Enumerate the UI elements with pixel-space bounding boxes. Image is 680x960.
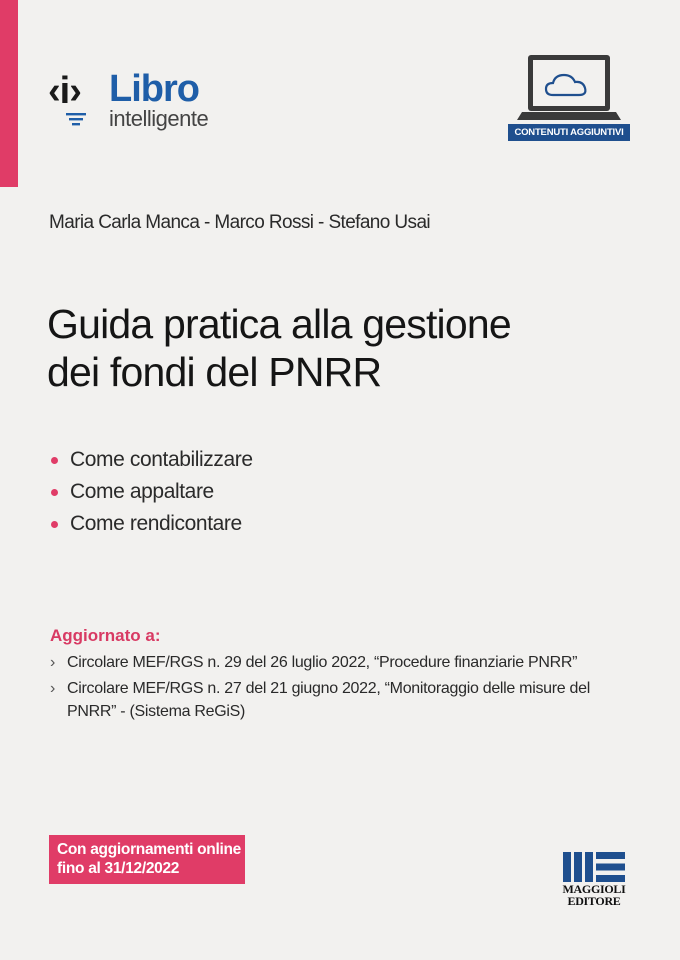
feature-item xyxy=(50,508,253,540)
logo-intelligente: intelligente xyxy=(109,106,209,131)
publisher-line-1: MAGGIOLI xyxy=(562,882,626,896)
feature-text: Come contabilizzare xyxy=(70,448,253,471)
title-line-2: dei fondi del PNRR xyxy=(47,349,382,395)
ilibro-logo xyxy=(48,66,248,136)
logo-bracket-i: i xyxy=(59,70,70,112)
logo-bracket-left: ‹ xyxy=(48,70,60,112)
update-text: Circolare MEF/RGS n. 27 del 21 giugno 2022, “Monitoraggio delle misure del PNRR” - (Sistema ReGiS) xyxy=(67,680,590,720)
bullet-dot-icon xyxy=(51,457,58,464)
update-text: Circolare MEF/RGS n. 29 del 26 luglio 2022, “Procedure finanziarie PNRR” xyxy=(67,654,578,671)
updated-label: Aggiornato a: xyxy=(50,626,161,645)
publisher-logo xyxy=(558,852,630,912)
extra-content-label: CONTENUTI AGGIUNTIVI xyxy=(508,124,630,141)
title-line-1: Guida pratica alla gestione xyxy=(47,301,511,347)
feature-text: Come rendicontare xyxy=(70,512,242,535)
feature-item xyxy=(50,444,253,476)
updates-list xyxy=(50,651,630,726)
authors: Maria Carla Manca - Marco Rossi - Stefano Usai xyxy=(49,212,431,233)
logo-bracket-right: › xyxy=(69,70,81,112)
maggioli-mark-icon xyxy=(563,852,625,882)
logo-libro: Libro xyxy=(109,68,199,110)
badge-line-1: Con aggiornamenti online xyxy=(57,841,241,858)
book-title xyxy=(47,300,647,396)
update-item xyxy=(50,677,630,723)
feature-text: Come appaltare xyxy=(70,480,214,503)
chevron-right-icon: › xyxy=(50,654,56,671)
badge-line-2: fino al 31/12/2022 xyxy=(57,860,180,877)
publisher-line-2: EDITORE xyxy=(567,894,621,908)
logo-brackets xyxy=(48,70,81,113)
online-updates-badge xyxy=(49,835,245,884)
chevron-right-icon: › xyxy=(50,680,56,697)
bullet-dot-icon xyxy=(51,489,58,496)
update-item xyxy=(50,651,630,674)
feature-list xyxy=(50,444,253,540)
publisher-name xyxy=(558,883,630,907)
bullet-dot-icon xyxy=(51,521,58,528)
feature-item xyxy=(50,476,253,508)
lightbulb-lines-icon xyxy=(66,112,86,126)
pink-edge-strip xyxy=(0,0,18,187)
